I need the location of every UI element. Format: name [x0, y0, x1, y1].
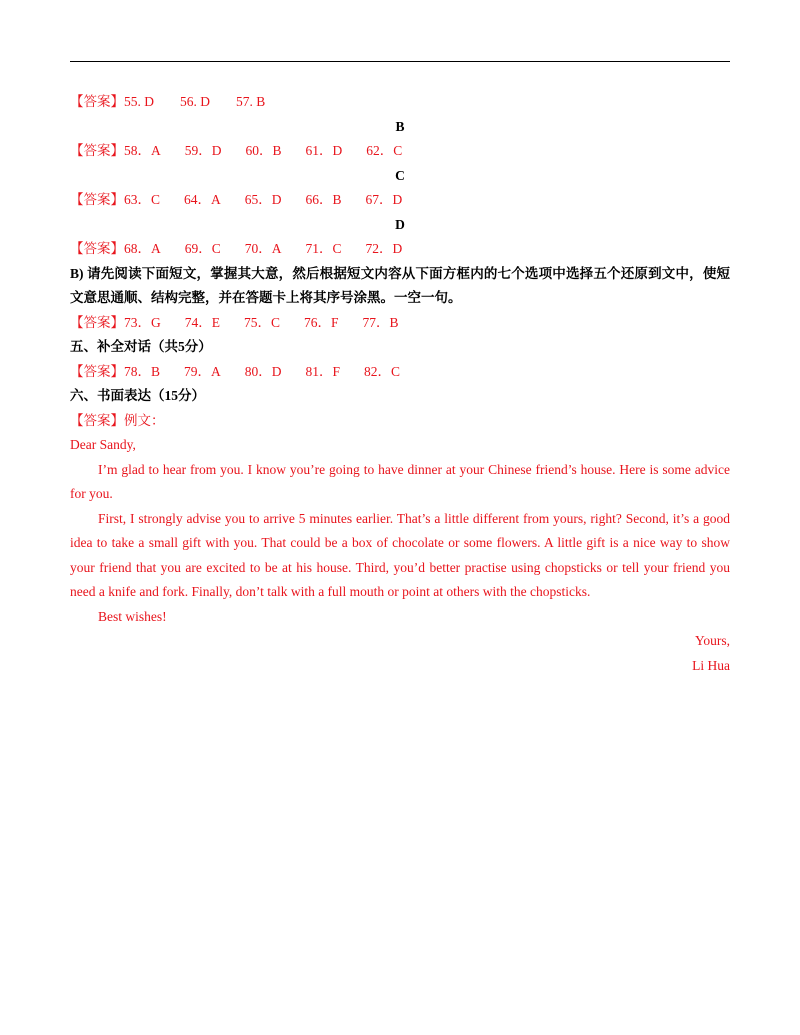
- answer-item: 80．D: [244, 363, 282, 379]
- section-six-answer-label: 【答案】例文：: [70, 412, 165, 429]
- answer-item: 75．C: [244, 314, 281, 330]
- answer-content: [70, 90, 730, 678]
- answer-item: 79．A: [184, 363, 221, 379]
- answer-label: 【答案】: [70, 94, 124, 110]
- answer-label: 【答案】: [70, 363, 124, 380]
- answer-item: 82．C: [364, 363, 401, 379]
- answer-row-63-67: [70, 188, 730, 213]
- answer-item: 76．F: [304, 314, 339, 330]
- section-six-title: [70, 384, 730, 409]
- answer-item: 59．D: [184, 143, 222, 158]
- part-b-prefix: B): [70, 265, 84, 281]
- answer-row-58-62: [70, 139, 730, 164]
- answer-item: 68．A: [124, 241, 161, 256]
- answer-item: 55. D: [124, 94, 154, 109]
- answer-item: 62．C: [366, 143, 403, 158]
- answer-item: 73．G: [124, 314, 161, 330]
- section-heading-c: C: [395, 167, 405, 183]
- answer-item: 77．B: [362, 314, 399, 330]
- answer-item: 58．A: [124, 143, 161, 158]
- letter-paragraph-2: First, I strongly advise you to arrive 5 minutes earlier. That’s a little different from yours, right? Second, it’s a good idea to take a small gift with you. That could be a box of chocolate or some flowers. A little gift is a nice way to show your friend that you are excited to be at his house. Third, you’d better practise using chopsticks or tell your friend you need a knife and fork. Finally, don’t talk with a full mouth or point at others with the chopsticks.: [70, 510, 730, 599]
- part-b-instruction-text: 请先阅读下面短文，掌握其大意，然后根据短文内容从下面方框内的七个选项中选择五个还原到文中，使短文意思通顺、结构完整，并在答题卡上将其序号涂黑。一空一句。: [70, 265, 731, 306]
- answer-row-68-72: [70, 237, 730, 262]
- answer-item: 66．B: [305, 192, 342, 207]
- answer-item: 64．A: [184, 192, 221, 207]
- section-six-points: 15: [164, 388, 178, 403]
- answer-label: 【答案】: [70, 314, 124, 331]
- section-heading-d: D: [395, 216, 405, 232]
- section-heading-b: B: [395, 118, 405, 134]
- header-rule: [70, 61, 730, 62]
- letter-greeting: Dear Sandy,: [70, 437, 136, 452]
- section-six-title-text: 六、书面表达（: [70, 388, 165, 404]
- letter-signoff: Yours,: [694, 633, 730, 648]
- answer-row-78-82: [70, 360, 730, 385]
- answer-label: 【答案】: [70, 241, 124, 257]
- section-five-title-text: 五、补全对话（共: [70, 339, 178, 355]
- section-five-suffix: 分）: [184, 339, 212, 355]
- letter-closing: Best wishes!: [98, 608, 167, 624]
- answer-item: 81．F: [305, 363, 341, 379]
- answer-label: 【答案】: [70, 143, 124, 159]
- section-five-points: 5: [178, 339, 185, 354]
- section-six-suffix: 分）: [178, 388, 205, 404]
- answer-row-73-77: [70, 311, 730, 336]
- answer-item: 67．D: [365, 192, 403, 207]
- answer-item: 69．C: [184, 241, 221, 256]
- answer-item: 56. D: [180, 94, 210, 109]
- answer-row-55-57: [70, 90, 730, 115]
- answer-item: 74．E: [184, 314, 220, 330]
- answer-item: 57. B: [236, 94, 266, 109]
- letter-signature: Li Hua: [692, 657, 730, 673]
- answer-item: 71．C: [305, 241, 342, 256]
- section-five-title: [70, 335, 730, 360]
- letter-paragraph-1: I’m glad to hear from you. I know you’re going to have dinner at your Chinese friend’s house. Here is some advice for you.: [70, 461, 730, 501]
- answer-item: 60．B: [245, 143, 282, 158]
- answer-item: 78．B: [124, 363, 161, 379]
- answer-item: 61．D: [305, 143, 343, 158]
- part-b-instruction: [70, 262, 730, 311]
- answer-label: 【答案】: [70, 192, 124, 208]
- answer-item: 65．D: [244, 192, 282, 207]
- answer-item: 63．C: [124, 192, 161, 207]
- answer-item: 70．A: [244, 241, 282, 256]
- answer-item: 72．D: [365, 241, 403, 256]
